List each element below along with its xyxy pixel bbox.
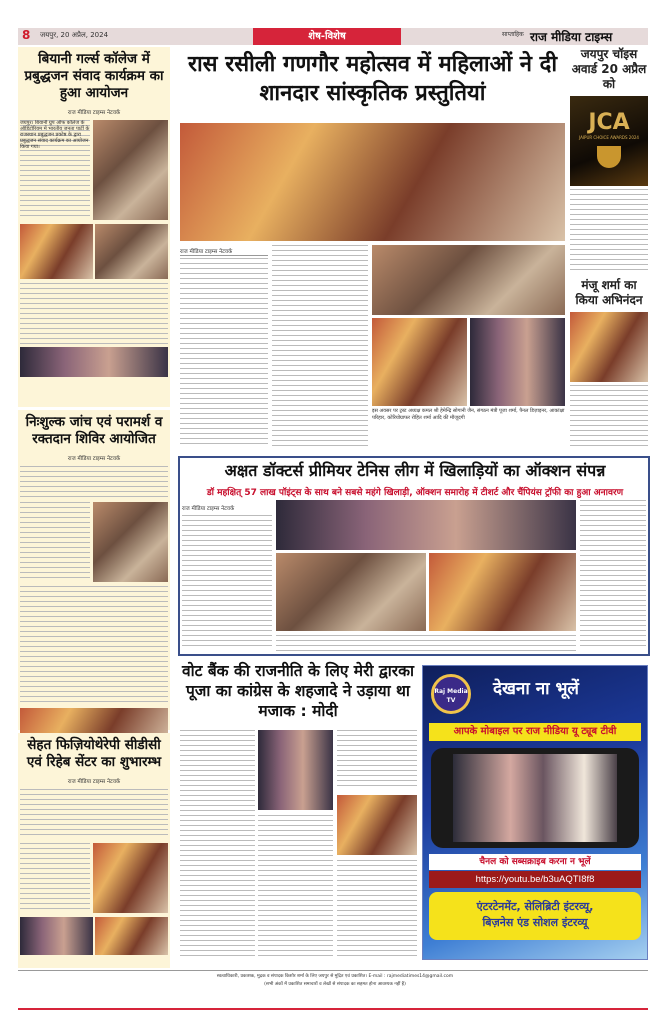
tennis-headline: अक्षत डॉक्टर्स प्रीमियर टेनिस लीग में खिलाड़ियों का ऑक्शन संपन्न — [224, 461, 606, 480]
article-text — [20, 843, 90, 913]
page-number: 8 — [22, 28, 31, 42]
byline: राज मीडिया टाइम्स नेटवर्क — [67, 456, 121, 462]
imprint — [40, 973, 630, 989]
poster-logo: JCA — [588, 110, 630, 135]
story-photo — [276, 553, 426, 631]
tagline-line2: बिज़नेस एंड सोशल इंटरव्यू — [482, 916, 588, 929]
article-text — [180, 730, 255, 960]
subscribe-text: चैनल को सब्सक्राइब करना न भूलें — [429, 854, 641, 870]
article-text — [258, 815, 333, 960]
footer-rule — [18, 1008, 648, 1010]
story-photo — [20, 347, 168, 377]
divider — [180, 255, 268, 256]
tagline-line1: एंटरटेनमेंट, सेलिब्रिटी इंटरव्यू, — [476, 900, 594, 913]
poster-subtitle: JAIPUR CHOICE AWARDS 2024 — [579, 135, 639, 140]
story-photo — [276, 500, 576, 550]
byline: राज मीडिया टाइम्स नेटवर्क — [67, 110, 121, 116]
left-column — [18, 47, 170, 968]
article-text: जयपुर। बियानी ग्रुप ऑफ कॉलेज के ऑडिटोरियम में भारतीय जनता पार्टी के राजस्थान प्रबुद्धजन प्रकोष्ठ के द्वारा प्रबुद्धजन संवाद कार्यक्रम का आयोजन किया गया। — [20, 120, 90, 220]
article-text — [337, 860, 417, 960]
youtube-link[interactable]: https://youtu.be/b3uAQTI8f8 — [429, 871, 641, 888]
modi-story — [178, 661, 418, 721]
story-title: सेहत फिज़ियोथेरेपी सीडीसी एवं रिहेब सेंटर का शुभारम्भ — [26, 737, 162, 770]
tennis-subheadline: डॉ महक्षित् 57 लाख पॉइंट्स के साथ बने सबसे महंगे खिलाड़ी, ऑक्शन समारोह में टीशर्ट और चैंपियंस ट्रॉफी का हुआ अनावरण — [206, 488, 624, 498]
story-sehat-physio — [18, 733, 170, 968]
story-title: जयपुर चॉइस अवार्ड 20 अप्रैल को — [571, 47, 647, 91]
newspaper-brand: राज मीडिया टाइम्स — [530, 30, 613, 44]
article-text — [570, 385, 648, 450]
story-free-checkup — [18, 410, 170, 730]
byline: राज मीडिया टाइम्स नेटवर्क — [180, 249, 233, 255]
byline: राज मीडिया टाइम्स नेटवर्क — [67, 779, 121, 785]
phone-screen-image — [453, 754, 617, 842]
story-photo — [95, 224, 168, 279]
ad-strip: आपके मोबाइल पर राज मीडिया यू ट्यूब टीवी — [429, 723, 641, 741]
article-text — [20, 466, 168, 498]
article-text — [182, 515, 272, 650]
article-text — [180, 258, 268, 448]
raj-media-tv-ad[interactable] — [422, 665, 648, 960]
story-photo — [258, 730, 333, 810]
article-text — [580, 500, 646, 650]
phone-icon — [431, 748, 639, 848]
story-photo — [429, 553, 576, 631]
article-text — [570, 189, 648, 274]
story-photo — [570, 312, 648, 382]
imprint-disclaimer: (सभी अंकों में प्रकाशित समाचारों व लेखों से संपादक का सहमत होना आवश्यक नहीं है) — [264, 982, 406, 987]
article-text — [20, 283, 168, 345]
story-title: मंजू शर्मा का किया अभिनंदन — [575, 278, 643, 307]
jca-poster — [570, 96, 648, 186]
story-photo — [93, 502, 168, 582]
story-biyani — [18, 47, 170, 407]
story-photo — [470, 318, 565, 406]
imprint-line: स्वत्वाधिकारी, प्रकाशक, मुद्रक व संपादक किशोर शर्मा के लिए जयपुर से मुद्रित एवं प्रकाशित। E-mail : rajmediatimes14@gmail.com — [216, 974, 454, 979]
story-photo — [372, 318, 467, 406]
story-photo — [93, 843, 168, 913]
weekly-label: साप्ताहिक — [502, 31, 524, 38]
modi-headline: वोट बैंक की राजनीति के लिए मेरी द्वारका पूजा का कांग्रेस के शहजादे ने उड़ाया था मजाक : मोदी — [181, 662, 415, 720]
byline: राज मीडिया टाइम्स नेटवर्क — [182, 506, 235, 512]
ad-tagline — [429, 892, 641, 940]
article-text — [272, 245, 368, 448]
story-photo — [20, 917, 93, 955]
trophy-icon — [597, 146, 621, 168]
ad-heading: देखना ना भूलें — [493, 679, 579, 699]
story-photo — [337, 795, 417, 855]
story-photo — [372, 245, 565, 315]
raj-media-tv-logo: Raj Media TV — [431, 674, 471, 714]
article-text — [20, 789, 168, 839]
story-photo — [20, 224, 93, 279]
main-story-photo — [180, 123, 565, 241]
article-text — [20, 502, 90, 582]
story-photo — [93, 120, 168, 220]
story-title: बियानी गर्ल्स कॉलेज में प्रबुद्धजन संवाद कार्यक्रम का हुआ आयोजन — [24, 51, 164, 101]
article-text — [20, 586, 168, 706]
right-column — [570, 47, 648, 450]
main-headline: रास रसीली गणगौर महोत्सव में महिलाओं ने दी शानदार सांस्कृतिक प्रस्तुतियां — [187, 52, 558, 106]
footer-divider — [18, 970, 648, 971]
story-photo — [95, 917, 168, 955]
story-title: निःशुल्क जांच एवं परामर्श व रक्तदान शिविर आयोजित — [25, 414, 163, 447]
article-text — [276, 635, 576, 651]
section-label: शेष-विशेष — [253, 28, 401, 45]
article-text — [337, 730, 417, 790]
issue-date: जयपुर, 20 अप्रैल, 2024 — [40, 31, 109, 39]
photo-caption: इस अवसर पर ट्रस्ट अध्यक्ष कमल श्री हेमेन्द्रि सोगानी जैन, संगठन मंत्री पूजा शर्मा, पैनल डिज़ाइनर, आकांक्षा परिहार, कोरियोग्राफर रोहित शर्मा आदि की मौजूदगी — [372, 408, 565, 421]
